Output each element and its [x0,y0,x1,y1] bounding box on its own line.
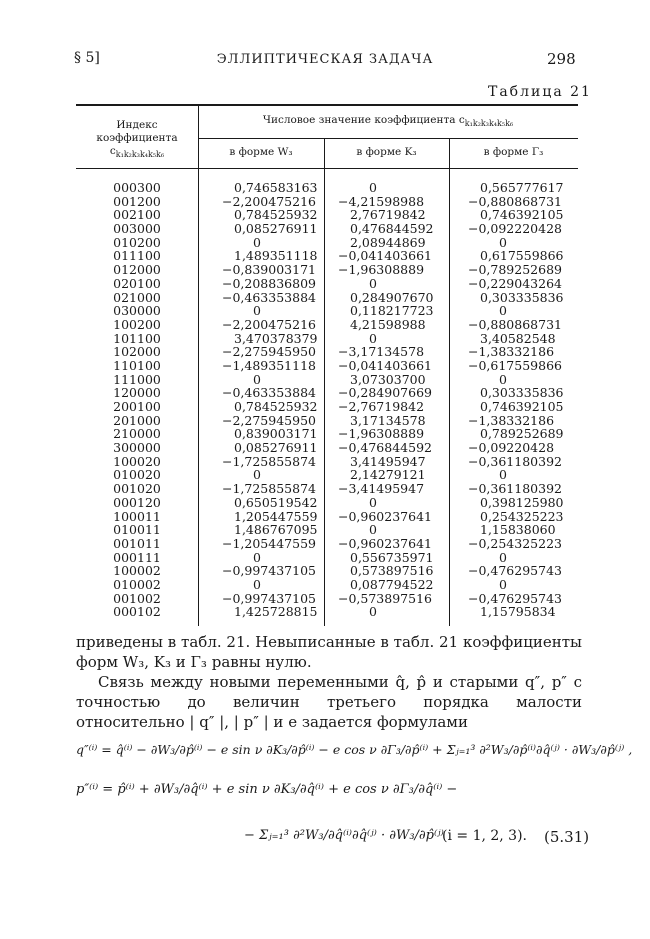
table-cell: 0,746583163 [234,180,318,195]
table-cell: −0,09220428 [468,440,555,456]
table-cell: −0,960237641 [338,535,432,551]
table-cell: −1,489351118 [222,357,316,373]
table-cell: −3,41495947 [338,481,425,497]
page-number: 298 [547,50,576,68]
table-cell: 2,76719842 [350,207,426,223]
subheader-g3: в форме Γ₃ [483,146,544,158]
table-cell: 0,398125980 [480,494,564,510]
table-cell: 120000 [113,385,161,401]
table-cell: 0,556735971 [350,549,434,565]
table-cell: −0,573897516 [338,590,432,606]
column-w3 [222,181,322,619]
table-cell: 0 [253,371,261,387]
section-mark: § 5] [74,50,100,66]
table-cell: −0,229043264 [468,275,562,291]
formula-p-continued: − Σⱼ₌₁³ ∂²W₃/∂q̂⁽ⁱ⁾∂q̂⁽ʲ⁾ · ∂W₃/∂p̂⁽ʲ⁾ [244,828,444,843]
table-cell: 210000 [113,426,161,442]
table-cell: 000300 [113,180,161,195]
table-cell: −0,361180392 [468,481,562,497]
table-cell: 010002 [113,576,161,592]
table-cell: 0 [499,303,507,319]
table-cell: −2,200475216 [222,193,316,209]
subheader-k3: в форме K₃ [356,146,417,158]
table-cell: 0 [253,467,261,483]
table-cell: 0,650519542 [234,494,318,510]
table-cell: 0,087794522 [350,576,434,592]
table-cell: 111000 [113,371,161,387]
index-header [76,119,198,161]
table-cell: 030000 [113,303,161,319]
formula-q: q″⁽ⁱ⁾ = q̂⁽ⁱ⁾ − ∂W₃/∂p̂⁽ⁱ⁾ − e sin ν ∂K₃/∂p̂⁽ⁱ⁾ − e cos ν ∂Γ₃/∂p̂⁽ⁱ⁾ + Σⱼ₌₁³ ∂²W₃/∂p̂⁽ⁱ⁾∂q̂⁽ʲ⁾ · ∂W₃/∂p̂⁽ʲ⁾ , [76,742,633,757]
table-cell: 0 [499,371,507,387]
table-cell: −0,284907669 [338,385,432,401]
formula-condition: (i = 1, 2, 3). [442,828,528,844]
table-cell: 0,789252689 [480,426,564,442]
table-cell: −0,617559866 [468,357,562,373]
table-cell: 100002 [113,563,161,579]
table-cell: 300000 [113,440,161,456]
table-cell: 100020 [113,453,161,469]
table-cell: −1,38332186 [468,344,555,360]
table-cell: 0 [499,549,507,565]
col-divider-1 [198,104,199,626]
col-divider-2 [324,138,325,626]
table-cell: −1,38332186 [468,412,555,428]
table-cell: 1,486767095 [234,522,318,538]
table-cell: 0,254325223 [480,508,564,524]
table-cell: 0,284907670 [350,289,434,305]
table-cell: 010020 [113,467,161,483]
table-cell: 0,085276911 [234,440,318,456]
table-cell: −0,880868731 [468,193,562,209]
table-cell: 201000 [113,412,161,428]
table-cell: 003000 [113,221,161,237]
table-cell: 0,085276911 [234,221,318,237]
column-k3 [338,181,448,619]
table-cell: −0,997437105 [222,563,316,579]
table-cell: 200100 [113,399,161,414]
table-cell: 011100 [113,248,161,264]
table-cell: 0 [369,494,377,510]
table-cell: −3,17134578 [338,344,425,360]
table-cell: −0,254325223 [468,535,562,551]
table-cell: 0 [253,549,261,565]
table-cell: 000120 [113,494,161,510]
table-cell: −0,092220428 [468,221,562,237]
table-cell: 3,41495947 [350,453,426,469]
table-cell: 001002 [113,590,161,606]
table-cell: 000102 [113,604,161,620]
table-top-rule [76,104,578,106]
table-cell: 3,40582548 [480,330,556,346]
table-cell: −0,208836809 [222,275,316,291]
table-cell: −0,463353884 [222,289,316,305]
index-header-text: Индекс коэффициента c [96,119,178,157]
table-cell: −0,839003171 [222,262,316,278]
table-cell: 0 [253,234,261,250]
value-header-text: Числовое значение коэффициента c [262,114,465,126]
table-cell: 0,118217723 [350,303,434,319]
table-cell: −0,476295743 [468,563,562,579]
formula-p: p″⁽ⁱ⁾ = p̂⁽ⁱ⁾ + ∂W₃/∂q̂⁽ⁱ⁾ + e sin ν ∂K₃/∂q̂⁽ⁱ⁾ + e cos ν ∂Γ₃/∂q̂⁽ⁱ⁾ − [76,782,458,797]
running-title: ЭЛЛИПТИЧЕСКАЯ ЗАДАЧА [216,52,434,67]
table-cell: 010200 [113,234,161,250]
table-cell: 110100 [113,357,161,373]
table-cell: 2,14279121 [350,467,426,483]
table-cell: 0 [499,234,507,250]
table-cell: 001020 [113,481,161,497]
table-cell: 0,746392105 [480,207,564,223]
table-cell: −0,476844592 [338,440,432,456]
table-cell: −1,96308889 [338,426,425,442]
table-cell: −2,275945950 [222,344,316,360]
table-cell: 0,746392105 [480,399,564,414]
table-cell: 3,17134578 [350,412,426,428]
table-cell: 020100 [113,275,161,291]
table-cell: 0 [369,522,377,538]
table-cell: 1,205447559 [234,508,318,524]
table-cell: −0,880868731 [468,316,562,332]
equation-number: (5.31) [544,828,590,846]
table-cell: 000111 [113,549,161,565]
table-cell: −0,041403661 [338,357,432,373]
table-cell: −0,960237641 [338,508,432,524]
table-cell: 0 [499,576,507,592]
table-cell: 2,08944869 [350,234,426,250]
table-cell: −1,205447559 [222,535,316,551]
table-cell: 0,784525932 [234,207,318,223]
table-cell: −1,725855874 [222,481,316,497]
table-cell: 0 [369,604,377,620]
value-header [198,114,578,130]
table-cell: −0,997437105 [222,590,316,606]
table-cell: −0,361180392 [468,453,562,469]
table-cell: 102000 [113,344,161,360]
table-cell: 100011 [113,508,161,524]
table-cell: 100200 [113,316,161,332]
index-header-subscript: k₁k₂k₃k₄k₅k₆ [115,150,165,160]
table-cell: 4,21598988 [350,316,426,332]
table-cell: −2,76719842 [338,399,425,414]
body-text [76,632,582,732]
table-cell: 1,15838060 [480,522,556,538]
table-cell: 101100 [113,330,161,346]
col-divider-3 [449,138,450,626]
table-cell: 012000 [113,262,161,278]
table-cell: 1,425728815 [234,604,318,620]
table-cell: 0 [369,180,377,195]
table-cell: 3,470378379 [234,330,318,346]
table-cell: −1,96308889 [338,262,425,278]
table-cell: 001011 [113,535,161,551]
table-cell: 0 [369,330,377,346]
table-cell: 0,476844592 [350,221,434,237]
table-cell: −4,21598988 [338,193,425,209]
table-cell: 1,15795834 [480,604,556,620]
table-cell: 021000 [113,289,161,305]
column-g3 [468,181,578,619]
paragraph-2: Связь между новыми переменными q̂, p̂ и старыми q″, p″ с точностью до величин третьего порядка малости относительно | q″ |, | p″ | и e задается формулами [76,673,582,731]
subheader-w3: в форме W₃ [229,146,293,158]
value-header-subscript: k₁k₂k₃k₄k₅k₆ [464,119,514,129]
table-cell: 0,617559866 [480,248,564,264]
table-cell: −0,041403661 [338,248,432,264]
table-cell: 0 [499,467,507,483]
table-cell: 0,565777617 [480,180,564,195]
table-cell: −0,476295743 [468,590,562,606]
table-cell: −1,725855874 [222,453,316,469]
table-cell: 010011 [113,522,161,538]
table-cell: 0,573897516 [350,563,434,579]
column-index [76,181,198,619]
table-cell: 0 [253,576,261,592]
subheader-rule [198,138,578,139]
table-cell: −0,789252689 [468,262,562,278]
table-cell: 002100 [113,207,161,223]
table-cell: 001200 [113,193,161,209]
table-cell: 0,784525932 [234,399,318,414]
table-cell: 0 [253,303,261,319]
table-cell: 3,07303700 [350,371,426,387]
formulas-5-31 [76,730,633,860]
table-cell: 0,303335836 [480,385,564,401]
table-cell: 0,303335836 [480,289,564,305]
header-bottom-rule [76,168,578,169]
table-cell: −2,200475216 [222,316,316,332]
table-cell: 1,489351118 [234,248,318,264]
table-cell: −0,463353884 [222,385,316,401]
table-label: Таблица 21 [488,84,592,100]
table-cell: 0 [369,275,377,291]
table-cell: −2,275945950 [222,412,316,428]
table-cell: 0,839003171 [234,426,318,442]
paragraph-1: приведены в табл. 21. Невыписанные в табл. 21 коэффициенты форм W₃, K₃ и Γ₃ равны нулю. [76,633,582,671]
